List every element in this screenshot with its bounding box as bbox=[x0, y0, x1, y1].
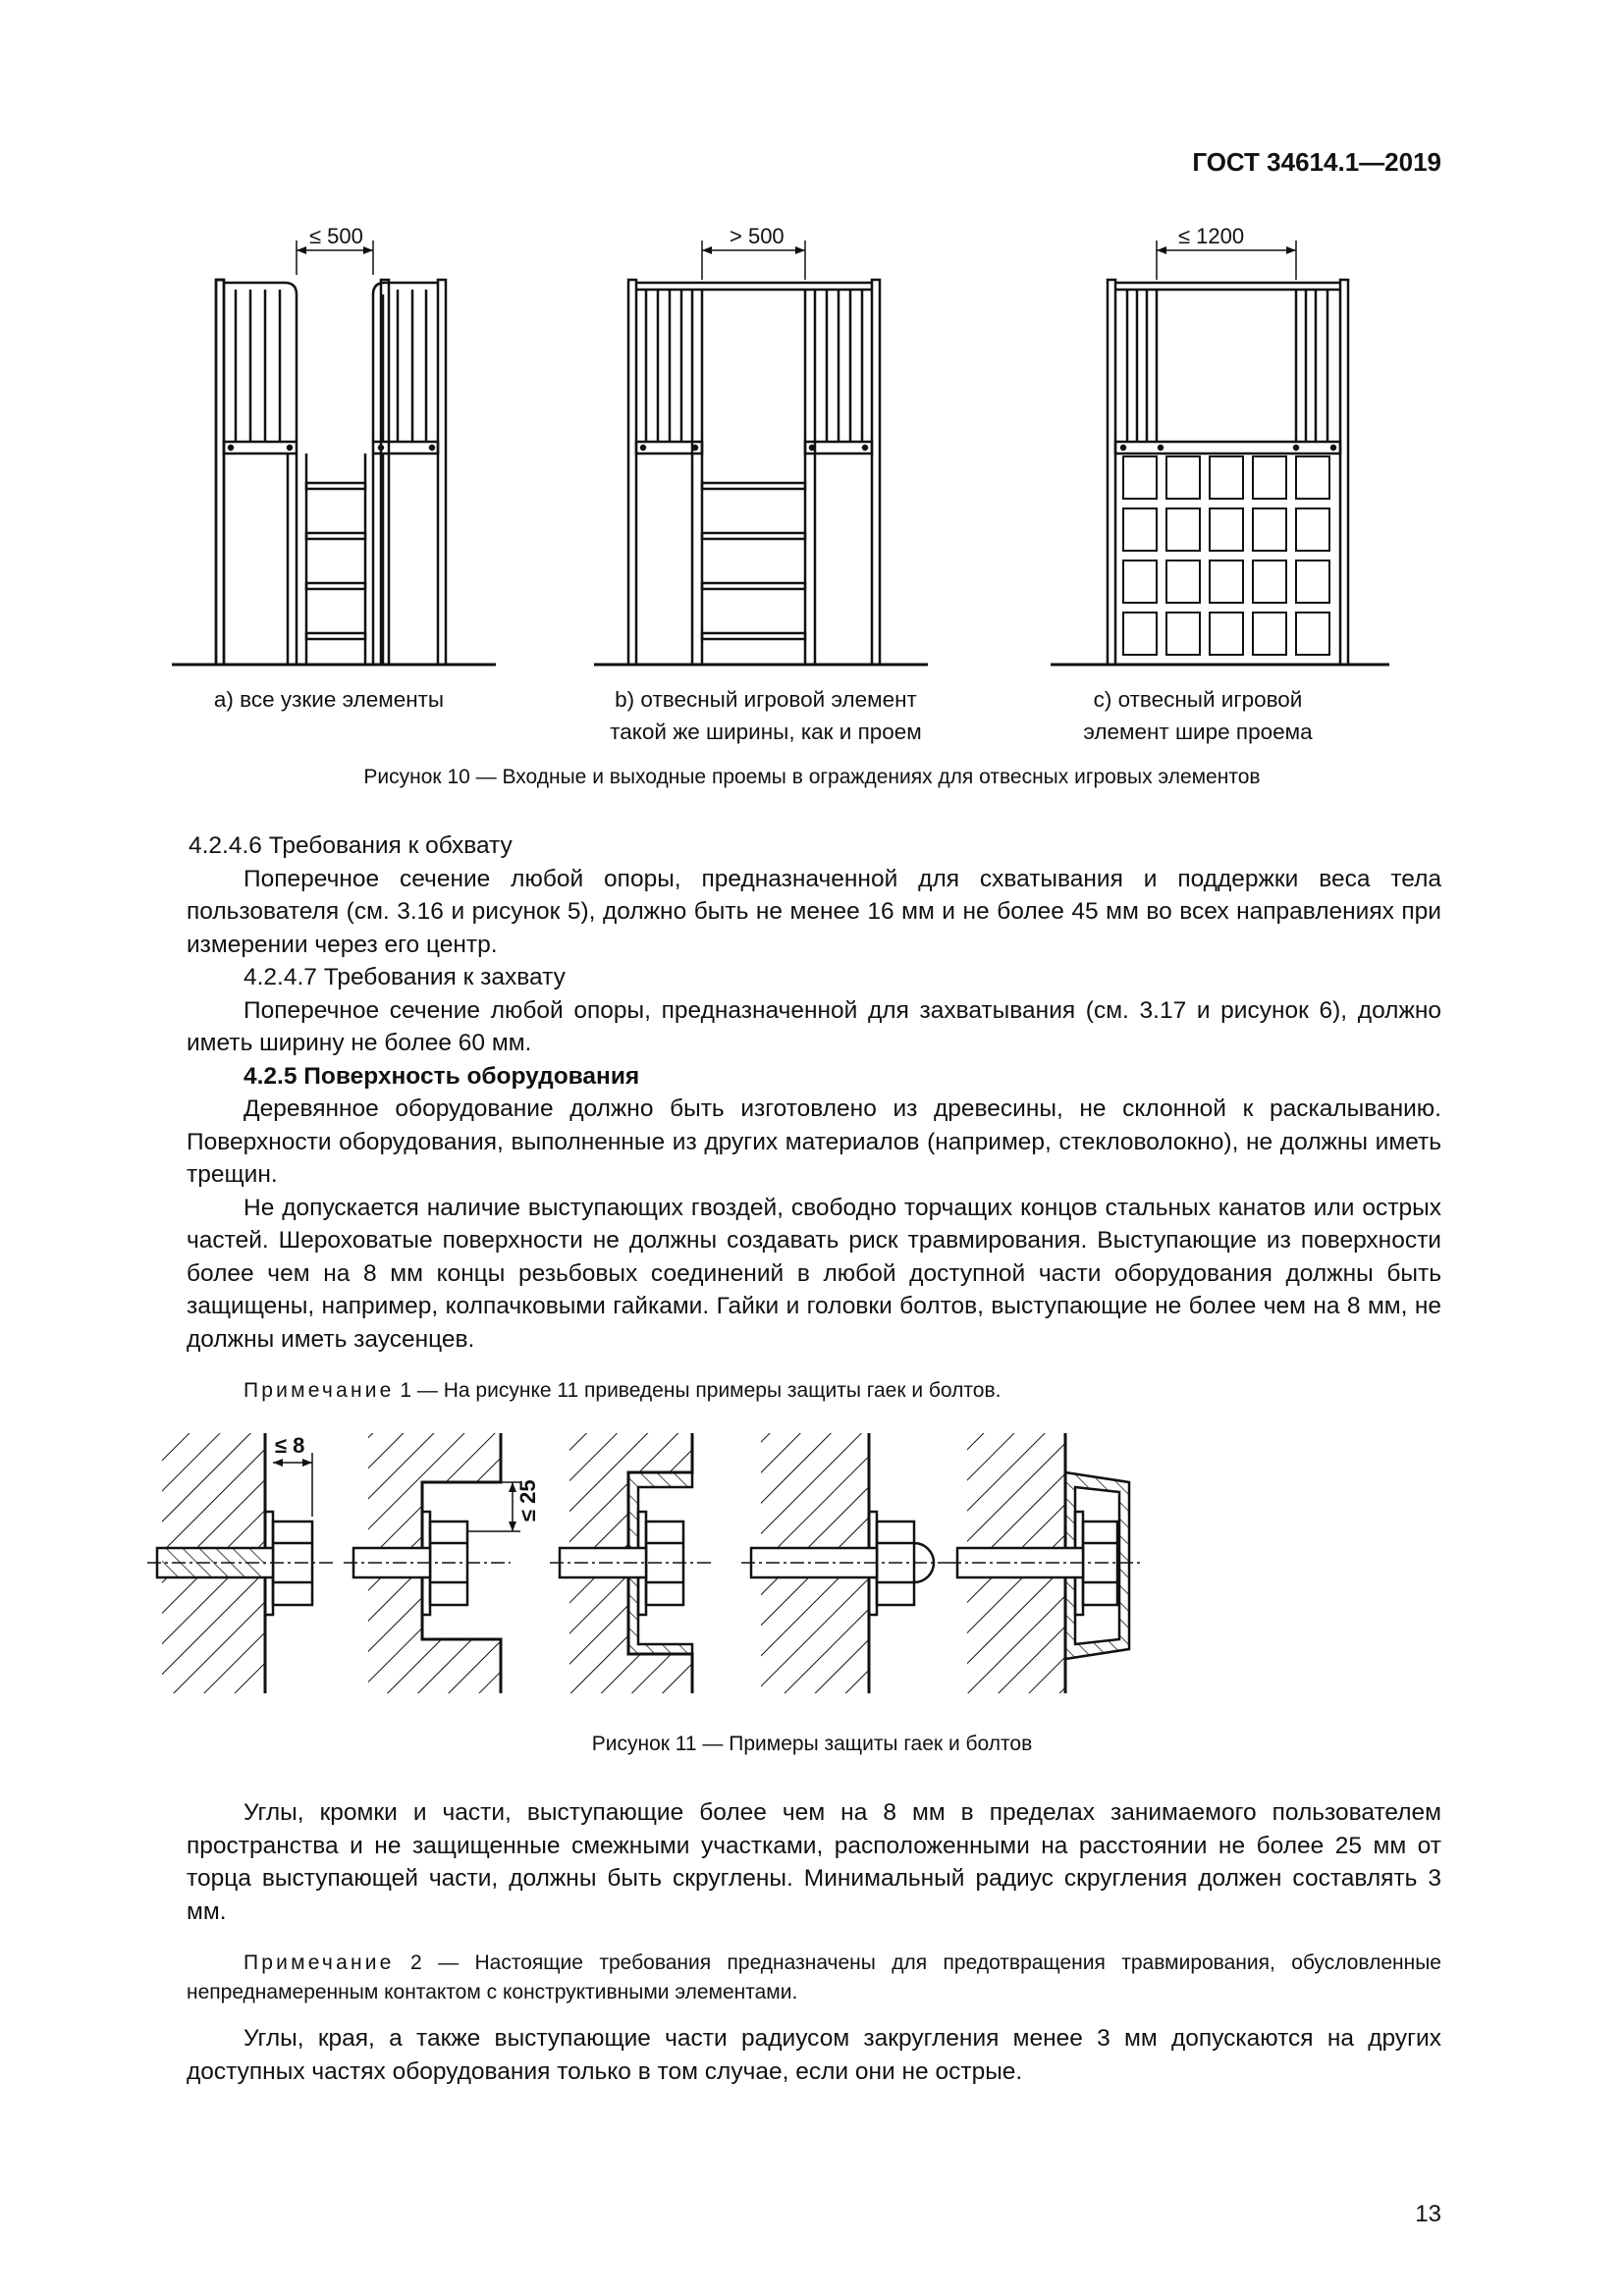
fig10-caption-a bbox=[182, 683, 476, 716]
caption-b-line2: такой же ширины, как и проем bbox=[610, 720, 922, 744]
caption-b-line1: b) отвесный игровой элемент bbox=[615, 687, 917, 712]
para-edges: Углы, края, а также выступающие части радиусом закругления менее 3 мм допускаются на других доступных частях оборудования только в том случае, если они не острые. bbox=[187, 2025, 1441, 2085]
caption-c-line1: c) отвесный игровой bbox=[1093, 687, 1303, 712]
para-corners: Углы, кромки и части, выступающие более чем на 8 мм в пределах занимаемого пользователем пространства и не защищенные смежными участками, расположенными на расстоянии не более 25 мм от торца выступающей части, должны быть скруглены. Минимальный радиус скругления должен составлять 3 мм. bbox=[187, 1799, 1441, 1925]
note-2 bbox=[187, 1949, 1441, 2007]
fig10-caption-c bbox=[1051, 683, 1345, 748]
caption-a-line1: a) все узкие элементы bbox=[213, 687, 445, 712]
heading-4-2-4-6: 4.2.4.6 Требования к обхвату bbox=[189, 832, 513, 859]
para-4-2-4-6: Поперечное сечение любой опоры, предназначенной для схватывания и поддержки веса тела пользователя (см. 3.16 и рисунок 5), должно быть не менее 16 мм и не более 45 мм во всех направлениях при измерении через его центр. bbox=[187, 865, 1441, 958]
fig11-example-5 bbox=[947, 1433, 1144, 1693]
caption-c-line2: элемент шире проема bbox=[1083, 720, 1313, 744]
fig11-example-1 bbox=[147, 1433, 334, 1693]
fig10-dim-a: ≤ 500 bbox=[309, 224, 363, 248]
fig10-dim-b: > 500 bbox=[730, 224, 785, 248]
fig11-dim-8: ≤ 8 bbox=[275, 1433, 305, 1458]
fig11-example-4 bbox=[741, 1433, 947, 1693]
note-2-label: Примечание bbox=[244, 1951, 395, 1974]
standard-header: ГОСТ 34614.1—2019 bbox=[1192, 147, 1441, 177]
note-1-label: Примечание bbox=[244, 1379, 395, 1402]
fig10-a-gate bbox=[172, 240, 496, 665]
para-4-2-5-p1: Деревянное оборудование должно быть изготовлено из древесины, не склонной к раскалыванию. Поверхности оборудования, выполненные из других материалов (например, стекловолокно), не должны иметь трещин. bbox=[187, 1095, 1441, 1188]
fig11-dim-25: ≤ 25 bbox=[515, 1479, 540, 1522]
heading-4-2-5: 4.2.5 Поверхность оборудования bbox=[244, 1062, 640, 1090]
figure-10-drawing bbox=[157, 221, 1424, 761]
figure-11-drawing bbox=[147, 1414, 1424, 1708]
note-1-text: 1 — На рисунке 11 приведены примеры защиты гаек и болтов. bbox=[400, 1379, 1001, 1402]
fig10-c-gate bbox=[1051, 240, 1389, 665]
note-1 bbox=[187, 1376, 1441, 1406]
section-text-1 bbox=[187, 829, 1441, 1356]
note-2-text: 2 — Настоящие требования предназначены для предотвращения травмирования, обусловленные непреднамеренным контактом с конструктивными элементами. bbox=[187, 1951, 1441, 2003]
heading-4-2-4-7: 4.2.4.7 Требования к захвату bbox=[244, 964, 566, 990]
para-4-2-5-p2: Не допускается наличие выступающих гвоздей, свободно торчащих концов стальных канатов или острых частей. Шероховатые поверхности не должны создавать риск травмирования. Выступающие из поверхности более чем на 8 мм концы резьбовых соединений в любой доступной части оборудования должны быть защищены, например, колпачковыми гайками. Гайки и головки болтов, выступающие не более чем на 8 мм, не должны иметь заусенцев. bbox=[187, 1194, 1441, 1353]
page-number: 13 bbox=[1415, 2201, 1441, 2227]
fig10-caption-b bbox=[569, 683, 962, 748]
fig10-b-gate bbox=[594, 240, 928, 665]
fig10-dim-c: ≤ 1200 bbox=[1178, 224, 1245, 248]
fig11-example-2 bbox=[344, 1433, 520, 1693]
figure-11-title: Рисунок 11 — Примеры защиты гаек и болтов bbox=[591, 1733, 1033, 1755]
para-4-2-4-7: Поперечное сечение любой опоры, предназначенной для захватывания (см. 3.17 и рисунок 6), должно иметь ширину не более 60 мм. bbox=[187, 996, 1441, 1056]
fig11-example-3 bbox=[550, 1433, 712, 1693]
figure-10-title: Рисунок 10 — Входные и выходные проемы в ограждениях для отвесных игровых элементов bbox=[363, 766, 1261, 788]
